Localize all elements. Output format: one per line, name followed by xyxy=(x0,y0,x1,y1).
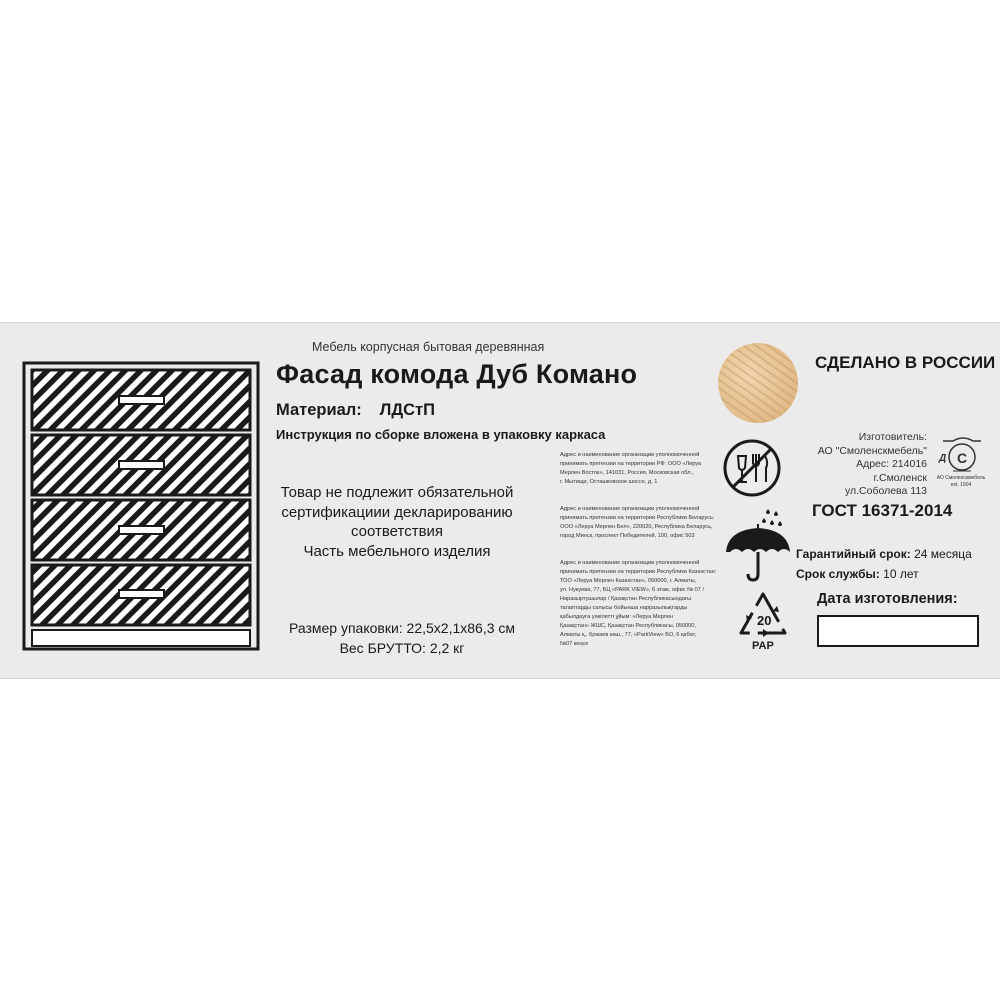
product-title: Фасад комода Дуб Комано xyxy=(276,359,638,389)
address-line: Наразыртушылар / Қазақстан Республикасындағы xyxy=(560,596,692,602)
manufacture-date-box xyxy=(817,615,979,647)
package-info xyxy=(262,618,542,658)
keep-dry-icon xyxy=(722,508,794,586)
address-line: город Минск, проспект Победителей, 100, офис 503 xyxy=(560,533,695,539)
address-line: Мерлен Восток», 141031, Россия, Московская обл., xyxy=(560,470,694,476)
warranty-value: 24 месяца xyxy=(914,547,972,561)
drawer-handle xyxy=(119,461,164,469)
recycle-number: 20 xyxy=(757,613,772,628)
address-line: қабылдауға уәкілетті ұйым: «Леруа Мерлен xyxy=(560,614,674,620)
address-line: ООО «Леруа Мерлен Бел», 220020, Республика Беларусь, xyxy=(560,524,713,530)
address-line: ТОО «Леруа Мерлен Казахстан», 050000, г. Алматы, xyxy=(560,578,697,584)
made-in-russia: СДЕЛАНО В РОССИИ xyxy=(815,353,996,372)
address-line: принимать претензии на территории РФ: ООО «Леруа xyxy=(560,461,702,467)
service-life-value: 10 лет xyxy=(883,567,919,581)
certification-line: Товар не подлежит обязательной xyxy=(280,484,514,501)
svg-text:est. 1904: est. 1904 xyxy=(950,482,972,488)
drawer-handle xyxy=(119,396,164,404)
address-line: Қазақстан» ЖШС, Қазақстан Республикасы, 050000, xyxy=(560,623,696,629)
warranty-line xyxy=(796,544,972,564)
manufacturer-logo xyxy=(935,431,987,491)
material-label: Материал: xyxy=(276,401,362,419)
certification-line: соответствия xyxy=(350,523,444,540)
warranty-label: Гарантийный срок: xyxy=(796,547,911,561)
address-line: Адрес и наименование организации уполномоченной xyxy=(560,560,700,566)
gost-standard: ГОСТ 16371-2014 xyxy=(812,501,953,520)
address-line: г. Мытищи, Осташковское шоссе, д. 1 xyxy=(560,479,658,485)
manufacture-date-label: Дата изготовления: xyxy=(817,591,958,607)
recycle-code: PAP xyxy=(752,640,774,652)
warranty-info xyxy=(796,544,972,584)
drawer-handle xyxy=(119,590,164,598)
dresser-drawing xyxy=(22,361,262,651)
material-line xyxy=(276,401,435,420)
drawer-4 xyxy=(32,565,250,625)
certification-line: сертификациии декларированию xyxy=(281,503,513,521)
certification-line: Часть мебельного изделия xyxy=(303,542,491,560)
manufacturer-line: ул.Соболева 113 xyxy=(844,485,927,497)
importer-address-ru xyxy=(560,451,720,487)
svg-text:С: С xyxy=(956,450,968,466)
certification-note xyxy=(262,483,532,561)
importer-address-kz xyxy=(560,559,720,649)
drawer-2 xyxy=(32,435,250,495)
address-line: принимать претензии на территории Республики Казахстан: xyxy=(560,569,717,575)
drawer-3 xyxy=(32,500,250,560)
address-line: принимать претензии на территории Республики Беларусь: xyxy=(560,515,715,521)
assembly-instruction-note: Инструкция по сборке вложена в упаковку каркаса xyxy=(276,427,606,442)
drawer-1 xyxy=(32,370,250,430)
oak-color-sample xyxy=(718,343,798,423)
gross-weight: Вес БРУТТО: 2,2 кг xyxy=(339,640,465,656)
address-line: Алматы қ., Қожаев көш., 77, «ParkView» БО, 6 қабат, xyxy=(560,632,697,638)
drawer-handle xyxy=(119,526,164,534)
address-line: №07 кеңсе xyxy=(560,641,589,647)
product-category: Мебель корпусная бытовая деревянная xyxy=(312,340,545,354)
svg-text:Д: Д xyxy=(939,453,947,464)
importer-address-by xyxy=(560,505,720,541)
manufacturer-line: Изготовитель: xyxy=(858,431,927,443)
manufacturer-line: Адрес: 214016 г.Смоленск xyxy=(856,458,927,484)
address-line: Адрес и наименование организации уполномоченной xyxy=(560,452,700,458)
package-size: Размер упаковки: 22,5х2,1х86,3 см xyxy=(288,620,516,636)
product-label xyxy=(0,322,1000,679)
service-life-label: Срок службы: xyxy=(796,567,880,581)
svg-text:АО Смоленскмебель: АО Смоленскмебель xyxy=(936,475,986,481)
manufacturer-line: АО "Смоленскмебель" xyxy=(817,444,927,457)
address-line: талаптарды салысы бойынша нарразылықтарды xyxy=(560,605,688,611)
dresser-plinth xyxy=(32,630,250,646)
service-life-line xyxy=(796,564,972,584)
manufacturer-info xyxy=(802,431,927,499)
address-line: Адрес и наименование организации уполномоченной xyxy=(560,506,700,512)
address-line: ул. Нукуева, 77, БЦ «PARK VIEW», 6 этаж, офис № 07 / xyxy=(560,587,704,593)
material-value: ЛДСтП xyxy=(379,401,435,419)
not-food-contact-icon xyxy=(722,438,782,498)
